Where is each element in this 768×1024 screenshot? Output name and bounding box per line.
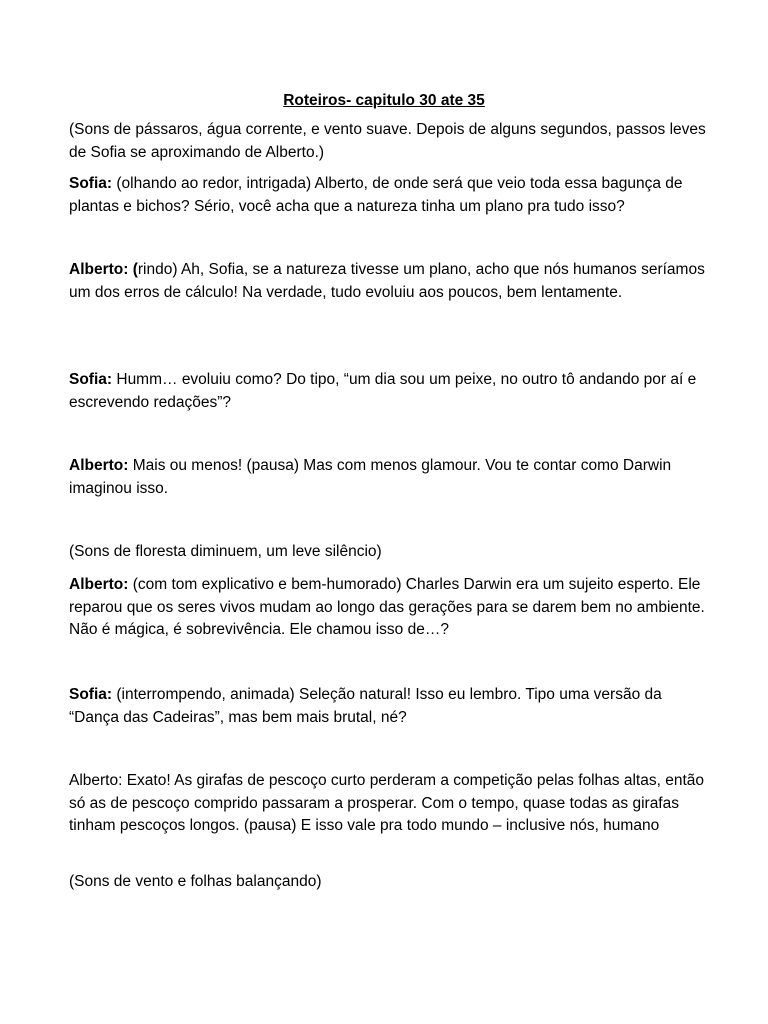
- paragraph-stage-direction: [69, 541, 709, 564]
- paragraph-text: (interrompendo, animada) Seleção natural! Isso eu lembro. Tipo uma versão da “Dança das Cadeiras”, mas bem mais brutal, né?: [69, 686, 662, 726]
- speaker-label: Sofia:: [69, 686, 113, 703]
- speaker-label: Alberto:: [69, 457, 129, 474]
- speaker-label: Sofia:: [69, 175, 113, 192]
- paragraph-dialogue: [69, 173, 709, 218]
- paragraph-text: Alberto: Exato! As girafas de pescoço curto perderam a competição pelas folhas altas, então só as de pescoço comprido passaram a prosperar. Com o tempo, quase todas as girafas tinham pescoços longos. (pausa) E isso vale pra todo mundo – inclusive nós, humano: [69, 772, 705, 834]
- speaker-label: Alberto: (: [69, 261, 138, 278]
- paragraph-dialogue: [69, 259, 709, 304]
- paragraph-text: (Sons de pássaros, água corrente, e vento suave. Depois de alguns segundos, passos leves de Sofia se aproximando de Alberto.): [69, 121, 706, 161]
- paragraph-text: (Sons de vento e folhas balançando): [69, 873, 322, 890]
- paragraph-text: (olhando ao redor, intrigada) Alberto, de onde será que veio toda essa bagunça de plantas e bichos? Sério, você acha que a natureza tinha um plano pra tudo isso?: [69, 175, 683, 215]
- paragraph-text: (com tom explicativo e bem-humorado) Charles Darwin era um sujeito esperto. Ele reparou que os seres vivos mudam ao longo das gerações para se darem bem no ambiente. Não é mágica, é sobrevivência. Ele chamou isso de…?: [69, 576, 705, 638]
- paragraph-dialogue: [69, 574, 709, 642]
- speaker-label: Sofia:: [69, 371, 113, 388]
- paragraph-dialogue: [69, 455, 709, 500]
- paragraph-text: rindo) Ah, Sofia, se a natureza tivesse um plano, acho que nós humanos seríamos um dos erros de cálculo! Na verdade, tudo evoluiu aos poucos, bem lentamente.: [69, 261, 705, 301]
- paragraph-stage-direction: [69, 119, 709, 164]
- paragraph-text: Mais ou menos! (pausa) Mas com menos glamour. Vou te contar como Darwin imaginou isso.: [69, 457, 672, 497]
- speaker-label: Alberto:: [69, 576, 129, 593]
- document-title: Roteiros- capitulo 30 ate 35: [283, 92, 485, 109]
- paragraph-dialogue: [69, 369, 709, 414]
- paragraph-text: Humm… evoluiu como? Do tipo, “um dia sou um peixe, no outro tô andando por aí e escrevendo redações”?: [69, 371, 697, 411]
- paragraph-dialogue: [69, 770, 709, 838]
- paragraph-dialogue: [69, 684, 709, 729]
- paragraph-stage-direction: [69, 871, 709, 894]
- paragraph-text: (Sons de floresta diminuem, um leve silêncio): [69, 543, 382, 560]
